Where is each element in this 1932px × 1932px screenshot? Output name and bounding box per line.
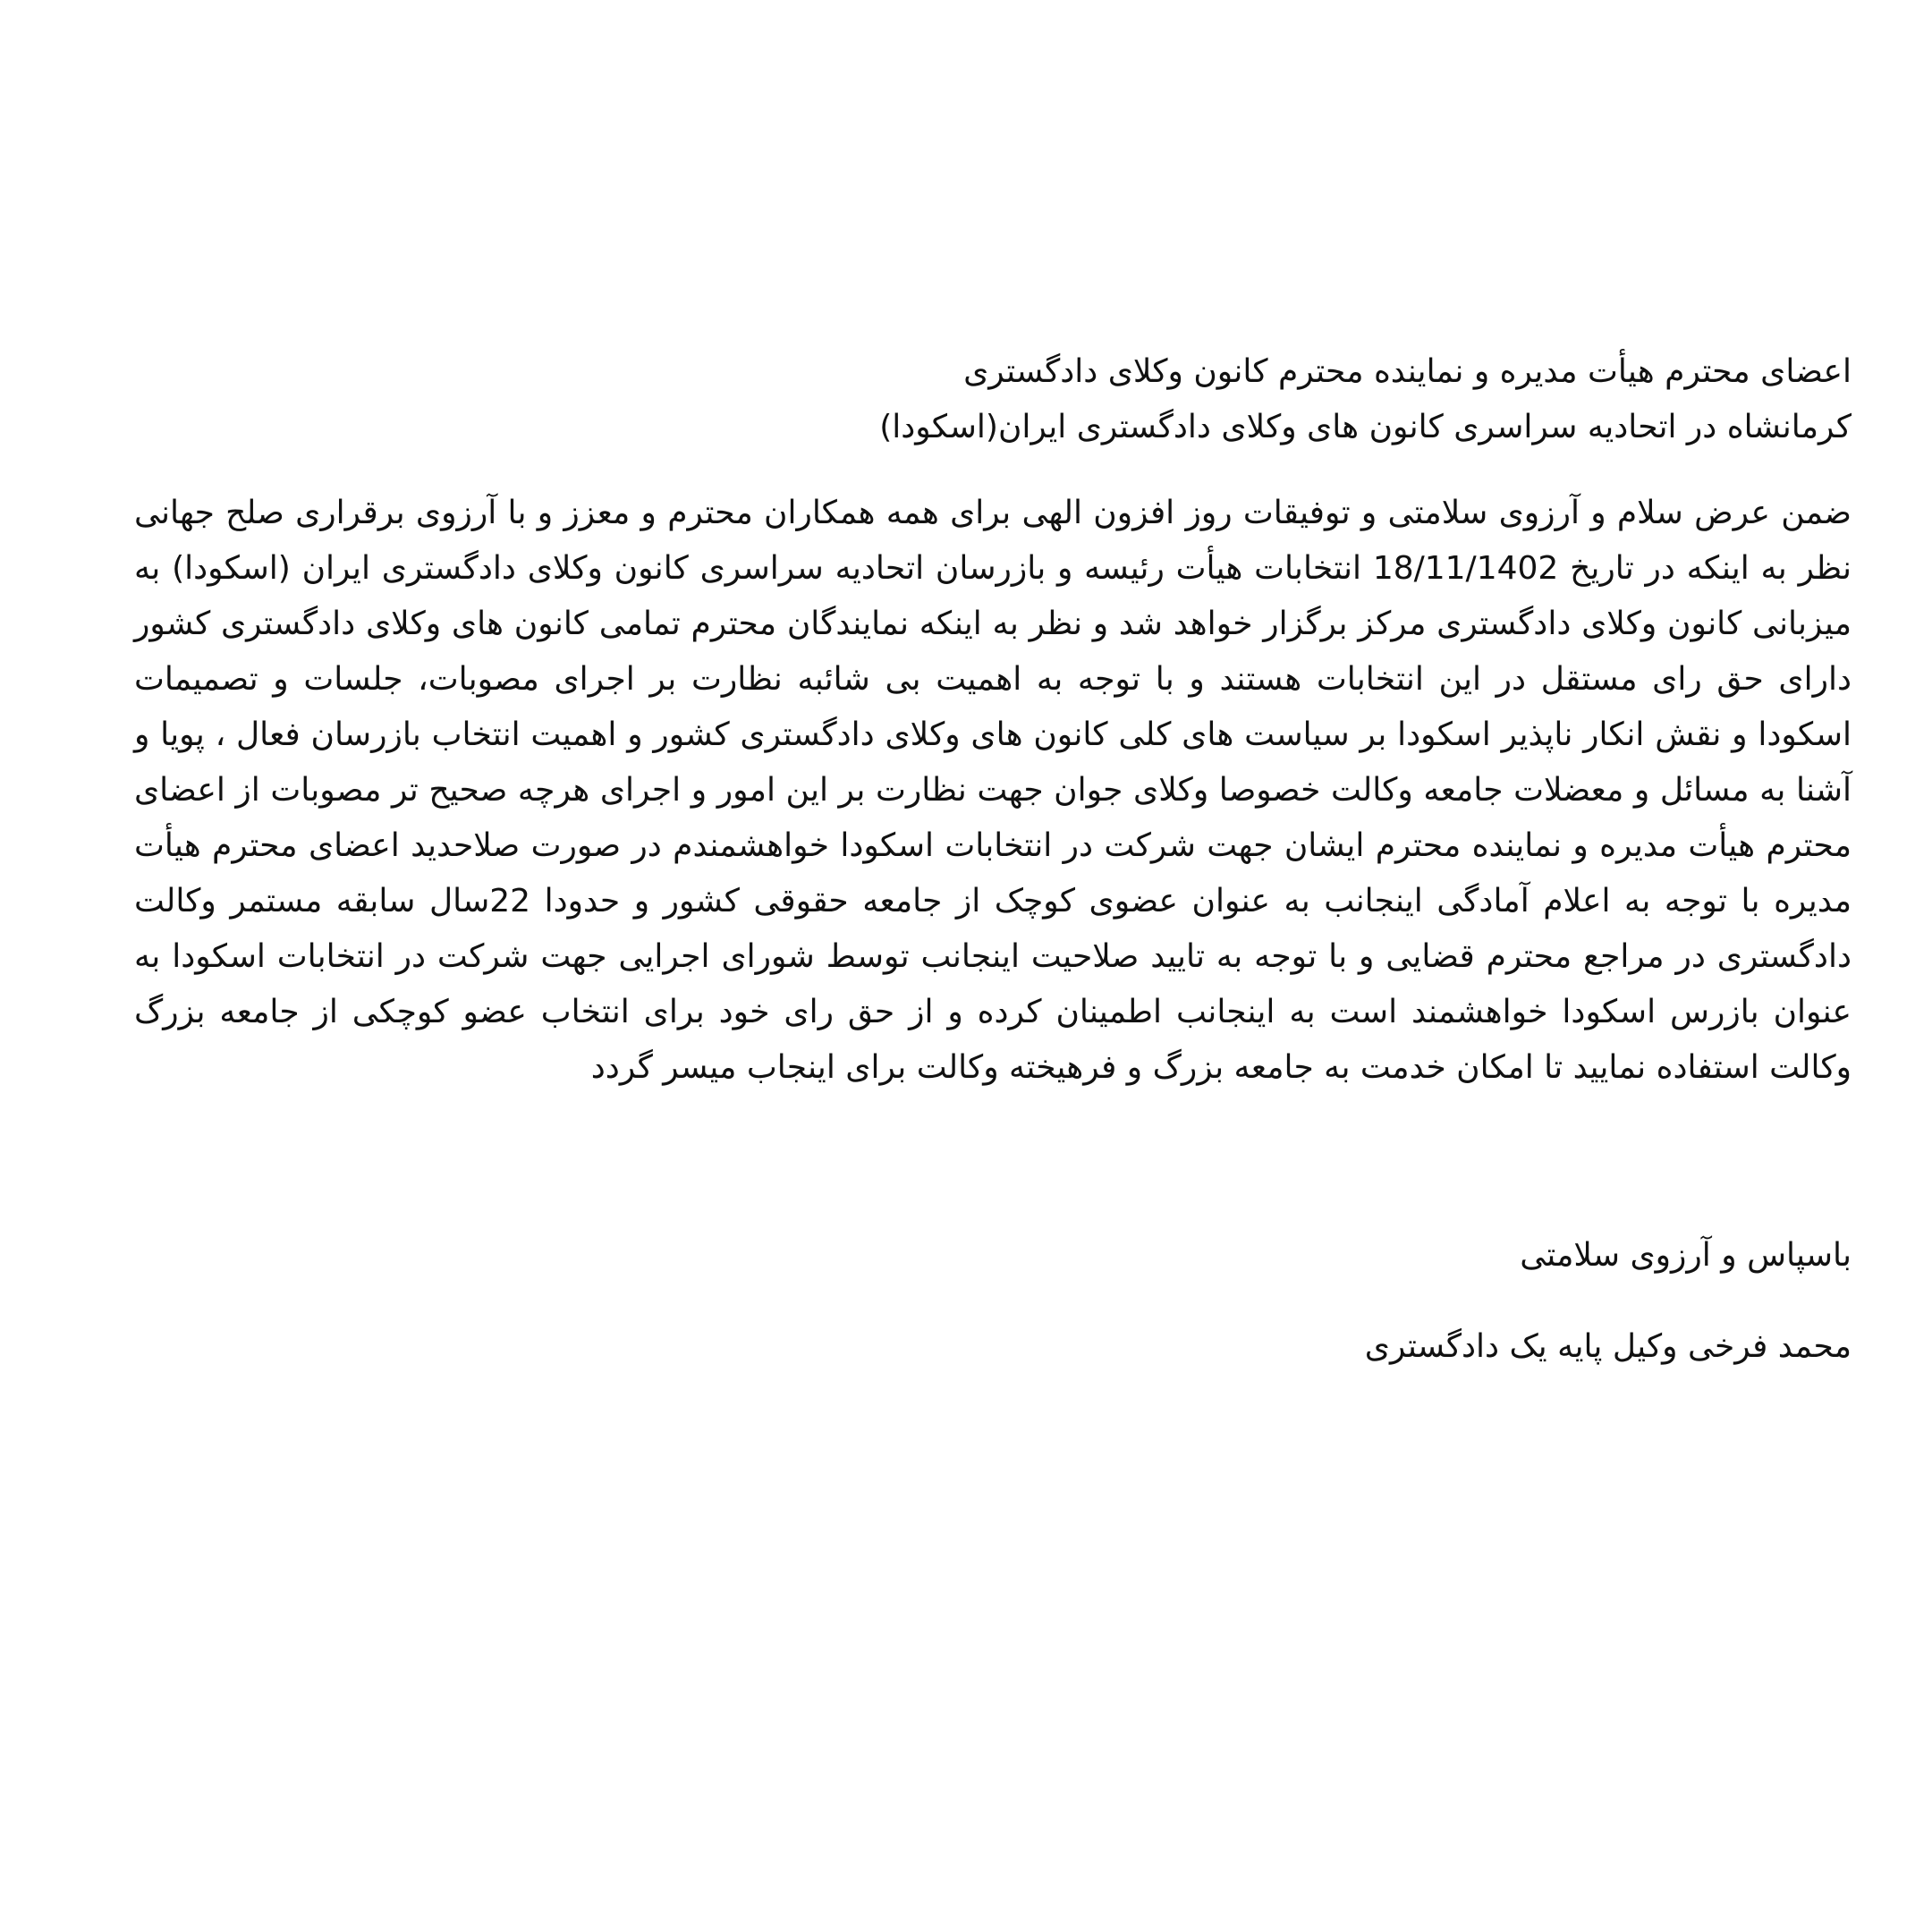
signature: محمد فرخی وکیل پایه یک دادگستری [1364, 1328, 1852, 1365]
letter [134, 344, 1852, 1375]
recipient-line-1: اعضای محترم هیأت مدیره و نماینده محترم کانون وکلای دادگستری [963, 353, 1852, 390]
letter-body: ضمن عرض سلام و آرزوی سلامتی و توفیقات روز افزون الهی برای همه همکاران محترم و معزز و با آرزوی برقراری صلح جهانی نظر به اینکه در تاریخ 18/11/1402 انتخابات هیأت رئیسه و بازرسان اتحادیه سراسری کانون وکلای دادگستری ایران (اسکودا) به میزبانی کانون وکلای دادگستری مرکز برگزار خواهد شد و نظر به اینکه نمایندگان محترم تمامی کانون های وکلای دادگستری کشور دارای حق رای مستقل در این انتخابات هستند و با توجه به اهمیت بی شائبه نظارت بر اجرای مصوبات، جلسات و تصمیمات اسکودا و نقش انکار ناپذیر اسکودا بر سیاست های کلی کانون های وکلای دادگستری کشور و اهمیت انتخاب بازرسان فعال ، پویا و آشنا به مسائل و معضلات جامعه وکالت خصوصا وکلای جوان جهت نظارت بر این امور و اجرای هرچه صحیح تر مصوبات از اعضای محترم هیأت مدیره و نماینده محترم ایشان جهت شرکت در انتخابات اسکودا خواهشمندم در صورت صلاحدید اعضای محترم هیأت مدیره با توجه به اعلام آمادگی اینجانب به عنوان عضوی کوچک از جامعه حقوقی کشور و حدودا 22سال سابقه مستمر وکالت دادگستری در مراجع محترم قضایی و با توجه به تایید صلاحیت اینجانب توسط شورای اجرایی جهت شرکت در انتخابات اسکودا به عنوان بازرس اسکودا خواهشمند است به اینجانب اطمینان کرده و از حق رای خود برای انتخاب عضو کوچکی از جامعه بزرگ وکالت استفاده نمایید تا امکان خدمت به جامعه بزرگ و فرهیخته وکالت برای اینجاب میسر گردد [134, 495, 1852, 1086]
closing-greeting: باسپاس و آرزوی سلامتی [1520, 1237, 1852, 1274]
recipient-line-2: کرمانشاه در اتحادیه سراسری کانون های وکلای دادگستری ایران(اسکودا) [879, 409, 1852, 445]
recipient-address [134, 344, 1852, 455]
